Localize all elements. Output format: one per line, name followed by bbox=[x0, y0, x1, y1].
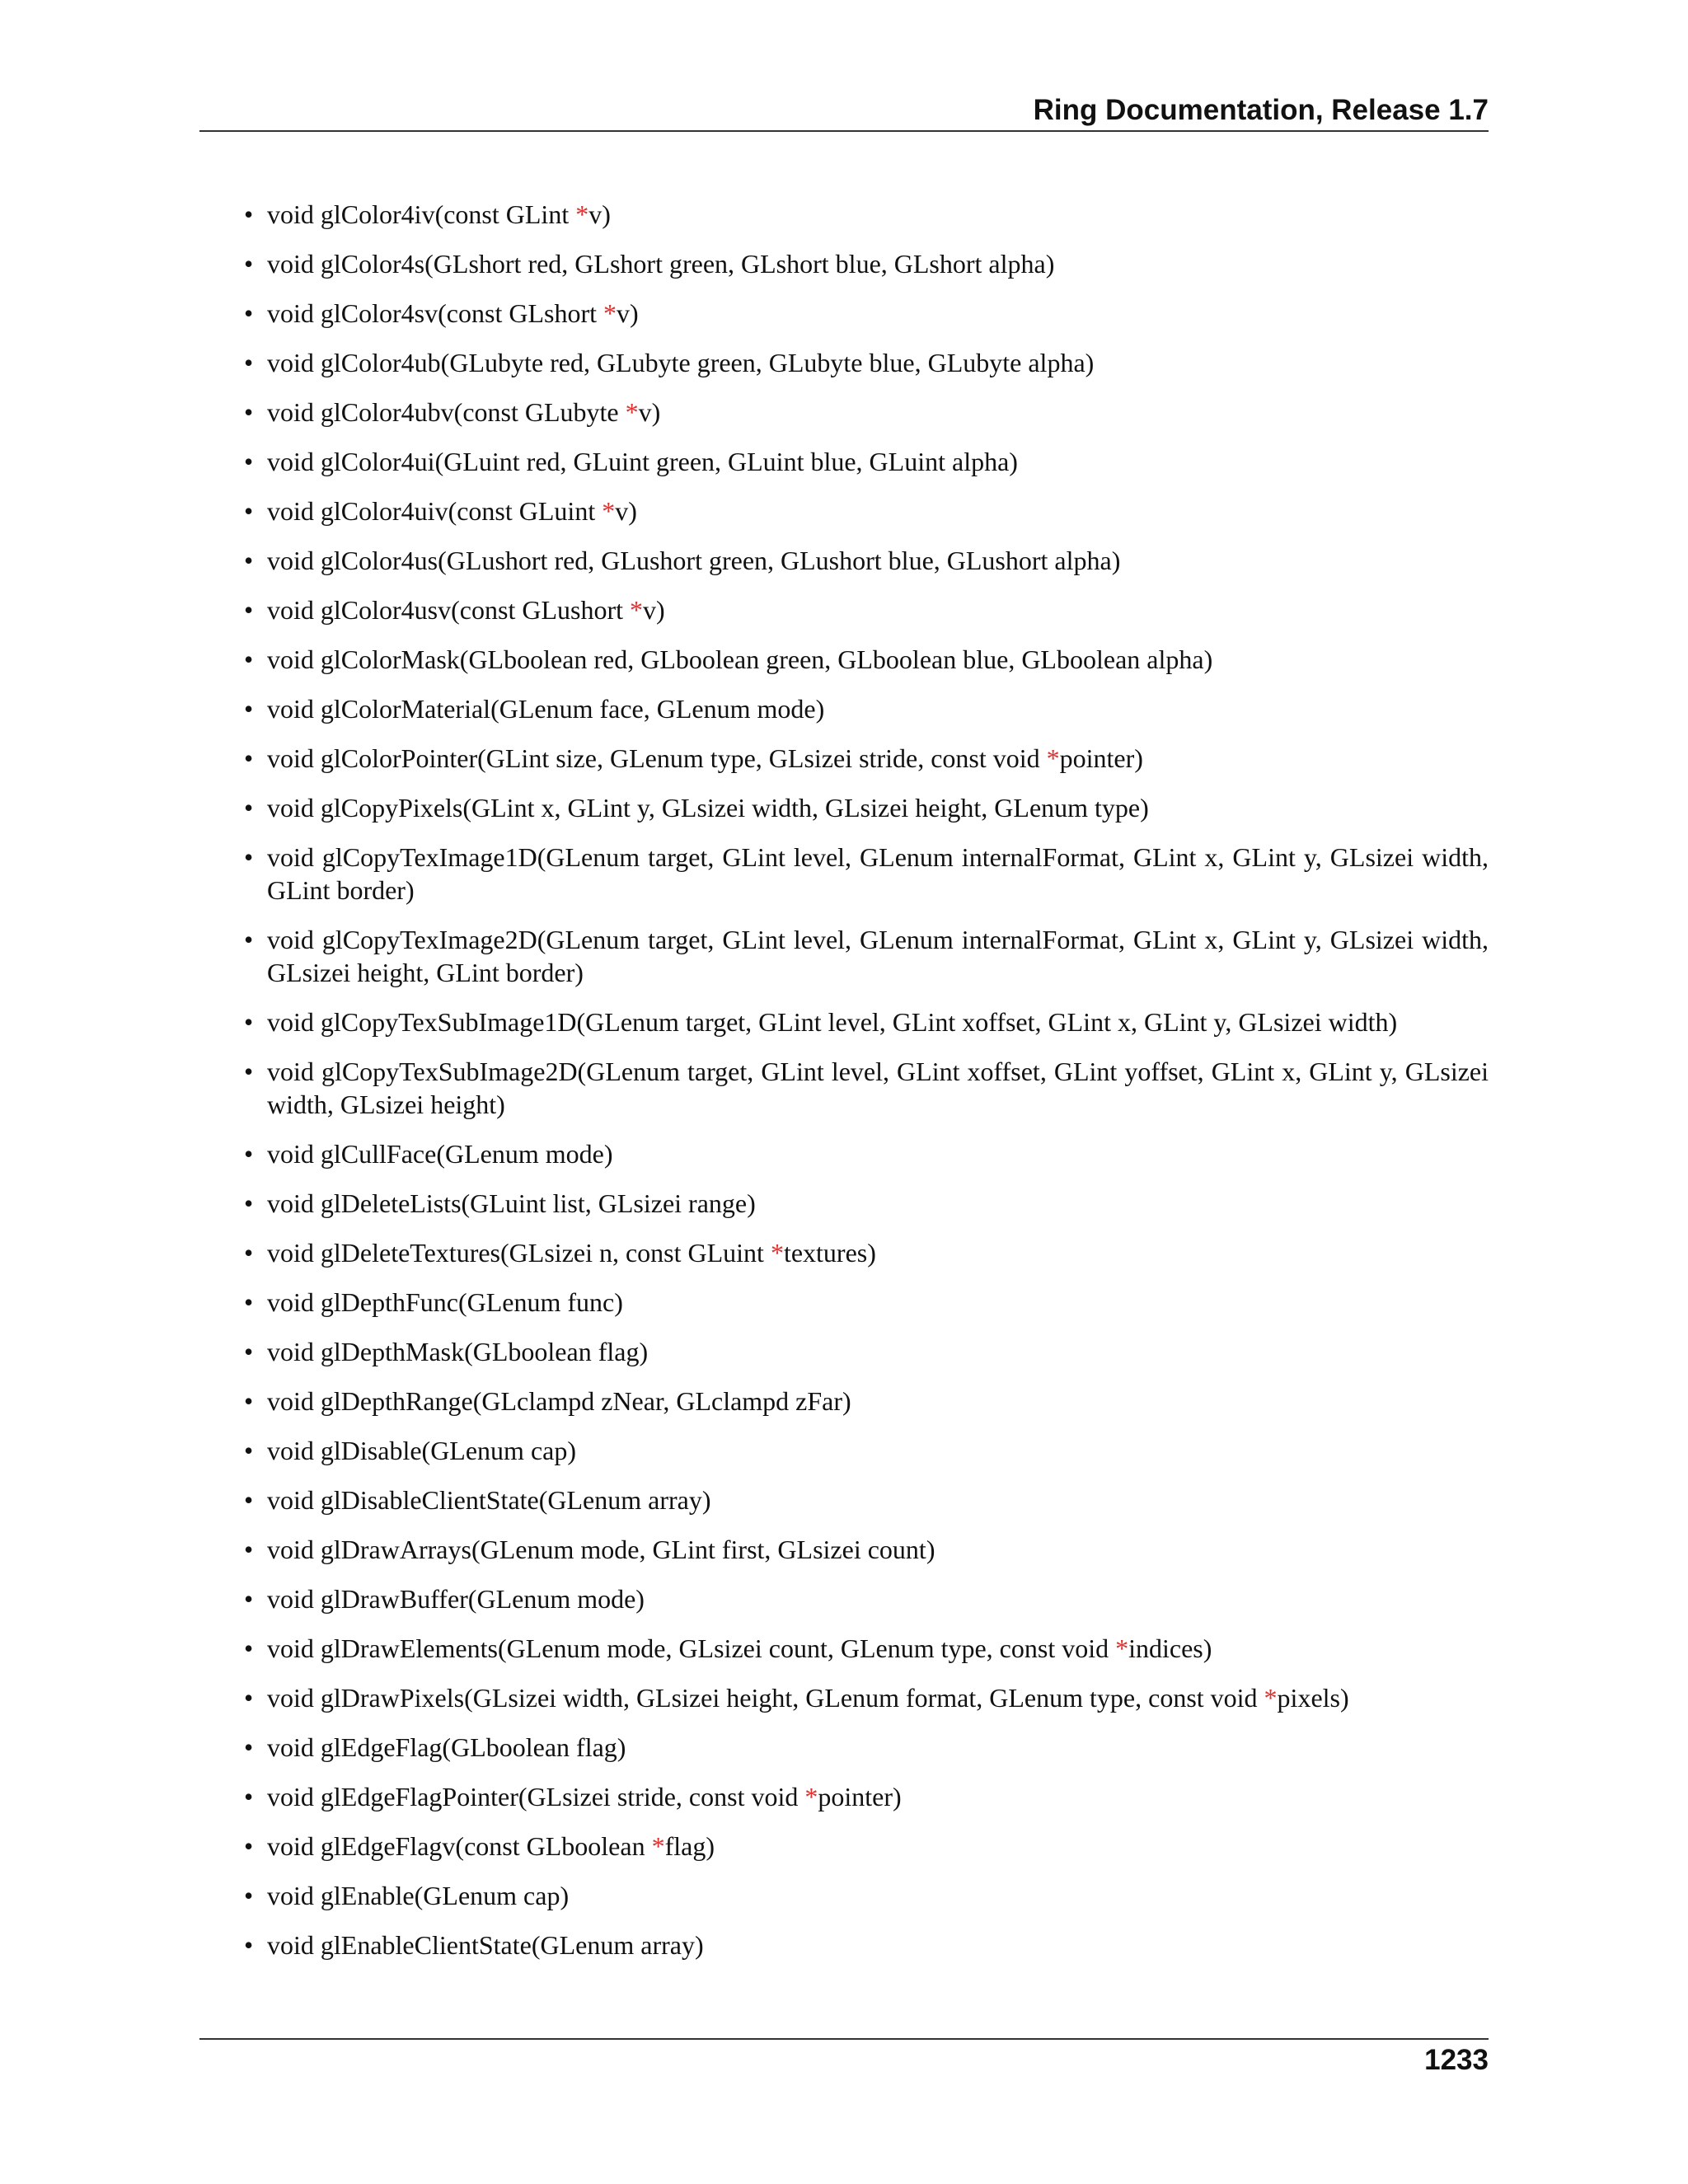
signature-text: void glDrawElements(GLenum mode, GLsizei count, GLenum type, const void bbox=[267, 1633, 1116, 1663]
signature-text: void glColor4usv(const GLushort bbox=[267, 595, 630, 625]
signature-text: void glColor4ubv(const GLubyte bbox=[267, 397, 626, 427]
bullet-icon: • bbox=[244, 925, 254, 954]
function-signature-item bbox=[244, 247, 1489, 280]
signature-text: void glCopyTexSubImage1D(GLenum target, GLint level, GLint xoffset, GLint x, GLint y, GLsizei width) bbox=[267, 1007, 1398, 1037]
bullet-icon: • bbox=[244, 1337, 254, 1366]
bullet-icon: • bbox=[244, 397, 254, 427]
bullet-icon: • bbox=[244, 348, 254, 377]
pointer-asterisk: * bbox=[770, 1238, 784, 1268]
function-signature-item bbox=[244, 1286, 1489, 1319]
signature-text: void glColor4us(GLushort red, GLushort green, GLushort blue, GLushort alpha) bbox=[267, 546, 1121, 575]
signature-text: void glCopyPixels(GLint x, GLint y, GLsizei width, GLsizei height, GLenum type) bbox=[267, 793, 1149, 823]
bullet-icon: • bbox=[244, 694, 254, 724]
signature-text: void glDepthRange(GLclampd zNear, GLclampd zFar) bbox=[267, 1386, 851, 1416]
pointer-asterisk: * bbox=[1115, 1633, 1129, 1663]
pointer-asterisk: * bbox=[1264, 1683, 1278, 1713]
bullet-icon: • bbox=[244, 1535, 254, 1564]
function-signature-item bbox=[244, 1879, 1489, 1912]
pointer-asterisk: * bbox=[1046, 743, 1060, 773]
bullet-icon: • bbox=[244, 793, 254, 823]
bullet-icon: • bbox=[244, 1139, 254, 1169]
function-signature-item bbox=[244, 1929, 1489, 1961]
bullet-icon: • bbox=[244, 743, 254, 773]
bullet-icon: • bbox=[244, 1782, 254, 1811]
bullet-icon: • bbox=[244, 1732, 254, 1762]
function-signature-item bbox=[244, 544, 1489, 577]
signature-text: void glColorMask(GLboolean red, GLboolean green, GLboolean blue, GLboolean alpha) bbox=[267, 644, 1213, 674]
bullet-icon: • bbox=[244, 1881, 254, 1910]
signature-text: void glColor4uiv(const GLuint bbox=[267, 496, 603, 526]
bullet-icon: • bbox=[244, 1057, 254, 1086]
signature-text: void glDeleteLists(GLuint list, GLsizei range) bbox=[267, 1188, 756, 1218]
function-signature-item bbox=[244, 494, 1489, 527]
bullet-icon: • bbox=[244, 298, 254, 328]
footer-divider bbox=[199, 2038, 1489, 2040]
pointer-asterisk: * bbox=[629, 595, 643, 625]
signature-text: void glCullFace(GLenum mode) bbox=[267, 1139, 613, 1169]
pointer-asterisk: * bbox=[804, 1782, 818, 1811]
signature-text-tail: v) bbox=[638, 397, 661, 427]
bullet-icon: • bbox=[244, 447, 254, 476]
signature-text: void glColorMaterial(GLenum face, GLenum mode) bbox=[267, 694, 825, 724]
bullet-icon: • bbox=[244, 1287, 254, 1317]
pointer-asterisk: * bbox=[575, 199, 589, 229]
signature-text: void glDepthFunc(GLenum func) bbox=[267, 1287, 623, 1317]
signature-text: void glDrawBuffer(GLenum mode) bbox=[267, 1584, 645, 1614]
function-signature-item bbox=[244, 1187, 1489, 1220]
pointer-asterisk: * bbox=[603, 298, 617, 328]
signature-text: void glEnableClientState(GLenum array) bbox=[267, 1930, 704, 1960]
bullet-icon: • bbox=[244, 1386, 254, 1416]
signature-text: void glColor4iv(const GLint bbox=[267, 199, 576, 229]
bullet-icon: • bbox=[244, 842, 254, 872]
signature-text: void glColor4sv(const GLshort bbox=[267, 298, 603, 328]
signature-text: void glEdgeFlagv(const GLboolean bbox=[267, 1831, 652, 1861]
signature-text: void glCopyTexImage2D(GLenum target, GLint level, GLenum internalFormat, GLint x, GLint y, GLsizei width, GLsizei height, GLint border) bbox=[267, 925, 1489, 987]
bullet-icon: • bbox=[244, 1584, 254, 1614]
function-signature-item bbox=[244, 593, 1489, 626]
signature-text: void glDepthMask(GLboolean flag) bbox=[267, 1337, 649, 1366]
signature-text-tail: v) bbox=[588, 199, 611, 229]
function-signature-item bbox=[244, 1005, 1489, 1038]
bullet-icon: • bbox=[244, 1436, 254, 1465]
function-signature-item bbox=[244, 1731, 1489, 1764]
function-signature-item bbox=[244, 1335, 1489, 1368]
signature-text-tail: v) bbox=[615, 496, 637, 526]
function-signature-item bbox=[244, 346, 1489, 379]
function-signature-item bbox=[244, 198, 1489, 231]
signature-text-tail: v) bbox=[642, 595, 665, 625]
function-signature-item bbox=[244, 1681, 1489, 1714]
pointer-asterisk: * bbox=[602, 496, 616, 526]
bullet-icon: • bbox=[244, 249, 254, 279]
signature-text: void glColor4ub(GLubyte red, GLubyte green, GLubyte blue, GLubyte alpha) bbox=[267, 348, 1095, 377]
signature-text: void glDrawPixels(GLsizei width, GLsizei height, GLenum format, GLenum type, const void bbox=[267, 1683, 1264, 1713]
signature-text: void glDisableClientState(GLenum array) bbox=[267, 1485, 711, 1515]
function-signature-item bbox=[244, 1533, 1489, 1566]
signature-text: void glEdgeFlag(GLboolean flag) bbox=[267, 1732, 626, 1762]
pointer-asterisk: * bbox=[651, 1831, 665, 1861]
function-signature-item bbox=[244, 1055, 1489, 1121]
signature-text: void glEnable(GLenum cap) bbox=[267, 1881, 570, 1910]
signature-text: void glCopyTexSubImage2D(GLenum target, GLint level, GLint xoffset, GLint yoffset, GLint x, GLint y, GLsizei width, GLsizei height) bbox=[267, 1057, 1489, 1119]
signature-text: void glColorPointer(GLint size, GLenum type, GLsizei stride, const void bbox=[267, 743, 1047, 773]
function-signature-item bbox=[244, 1830, 1489, 1863]
bullet-icon: • bbox=[244, 496, 254, 526]
function-signature-item bbox=[244, 841, 1489, 907]
bullet-icon: • bbox=[244, 644, 254, 674]
signature-text-tail: pointer) bbox=[818, 1782, 902, 1811]
function-signature-item bbox=[244, 692, 1489, 725]
function-signature-item bbox=[244, 297, 1489, 330]
page-number: 1233 bbox=[1424, 2044, 1489, 2076]
function-signature-item bbox=[244, 1434, 1489, 1467]
signature-text-tail: pixels) bbox=[1277, 1683, 1349, 1713]
signature-text: void glDisable(GLenum cap) bbox=[267, 1436, 576, 1465]
signature-text: void glColor4s(GLshort red, GLshort green, GLshort blue, GLshort alpha) bbox=[267, 249, 1055, 279]
bullet-icon: • bbox=[244, 1930, 254, 1960]
signature-text: void glDeleteTextures(GLsizei n, const GLuint bbox=[267, 1238, 771, 1268]
function-signature-item bbox=[244, 445, 1489, 478]
function-signature-item bbox=[244, 1632, 1489, 1665]
bullet-icon: • bbox=[244, 546, 254, 575]
signature-text-tail: textures) bbox=[783, 1238, 876, 1268]
pointer-asterisk: * bbox=[625, 397, 639, 427]
signature-text: void glDrawArrays(GLenum mode, GLint first, GLsizei count) bbox=[267, 1535, 935, 1564]
function-signature-item bbox=[244, 1582, 1489, 1615]
function-signature-item bbox=[244, 742, 1489, 775]
signature-text-tail: v) bbox=[616, 298, 639, 328]
function-signature-item bbox=[244, 1780, 1489, 1813]
function-signature-item bbox=[244, 923, 1489, 989]
function-signature-item bbox=[244, 396, 1489, 429]
signature-text: void glColor4ui(GLuint red, GLuint green, GLuint blue, GLuint alpha) bbox=[267, 447, 1018, 476]
header-divider bbox=[199, 130, 1489, 132]
function-signature-item bbox=[244, 1385, 1489, 1418]
signature-text-tail: pointer) bbox=[1059, 743, 1143, 773]
function-signature-list bbox=[244, 198, 1489, 1978]
bullet-icon: • bbox=[244, 595, 254, 625]
bullet-icon: • bbox=[244, 1238, 254, 1268]
function-signature-item bbox=[244, 643, 1489, 676]
signature-text-tail: indices) bbox=[1128, 1633, 1212, 1663]
running-header-title: Ring Documentation, Release 1.7 bbox=[1033, 94, 1489, 126]
bullet-icon: • bbox=[244, 199, 254, 229]
bullet-icon: • bbox=[244, 1485, 254, 1515]
function-signature-item bbox=[244, 1483, 1489, 1516]
signature-text: void glEdgeFlagPointer(GLsizei stride, const void bbox=[267, 1782, 805, 1811]
bullet-icon: • bbox=[244, 1633, 254, 1663]
bullet-icon: • bbox=[244, 1188, 254, 1218]
function-signature-item bbox=[244, 1137, 1489, 1170]
signature-text-tail: flag) bbox=[664, 1831, 715, 1861]
function-signature-item bbox=[244, 1236, 1489, 1269]
function-signature-item bbox=[244, 791, 1489, 824]
bullet-icon: • bbox=[244, 1683, 254, 1713]
bullet-icon: • bbox=[244, 1007, 254, 1037]
bullet-icon: • bbox=[244, 1831, 254, 1861]
signature-text: void glCopyTexImage1D(GLenum target, GLint level, GLenum internalFormat, GLint x, GLint y, GLsizei width, GLint border) bbox=[267, 842, 1489, 905]
